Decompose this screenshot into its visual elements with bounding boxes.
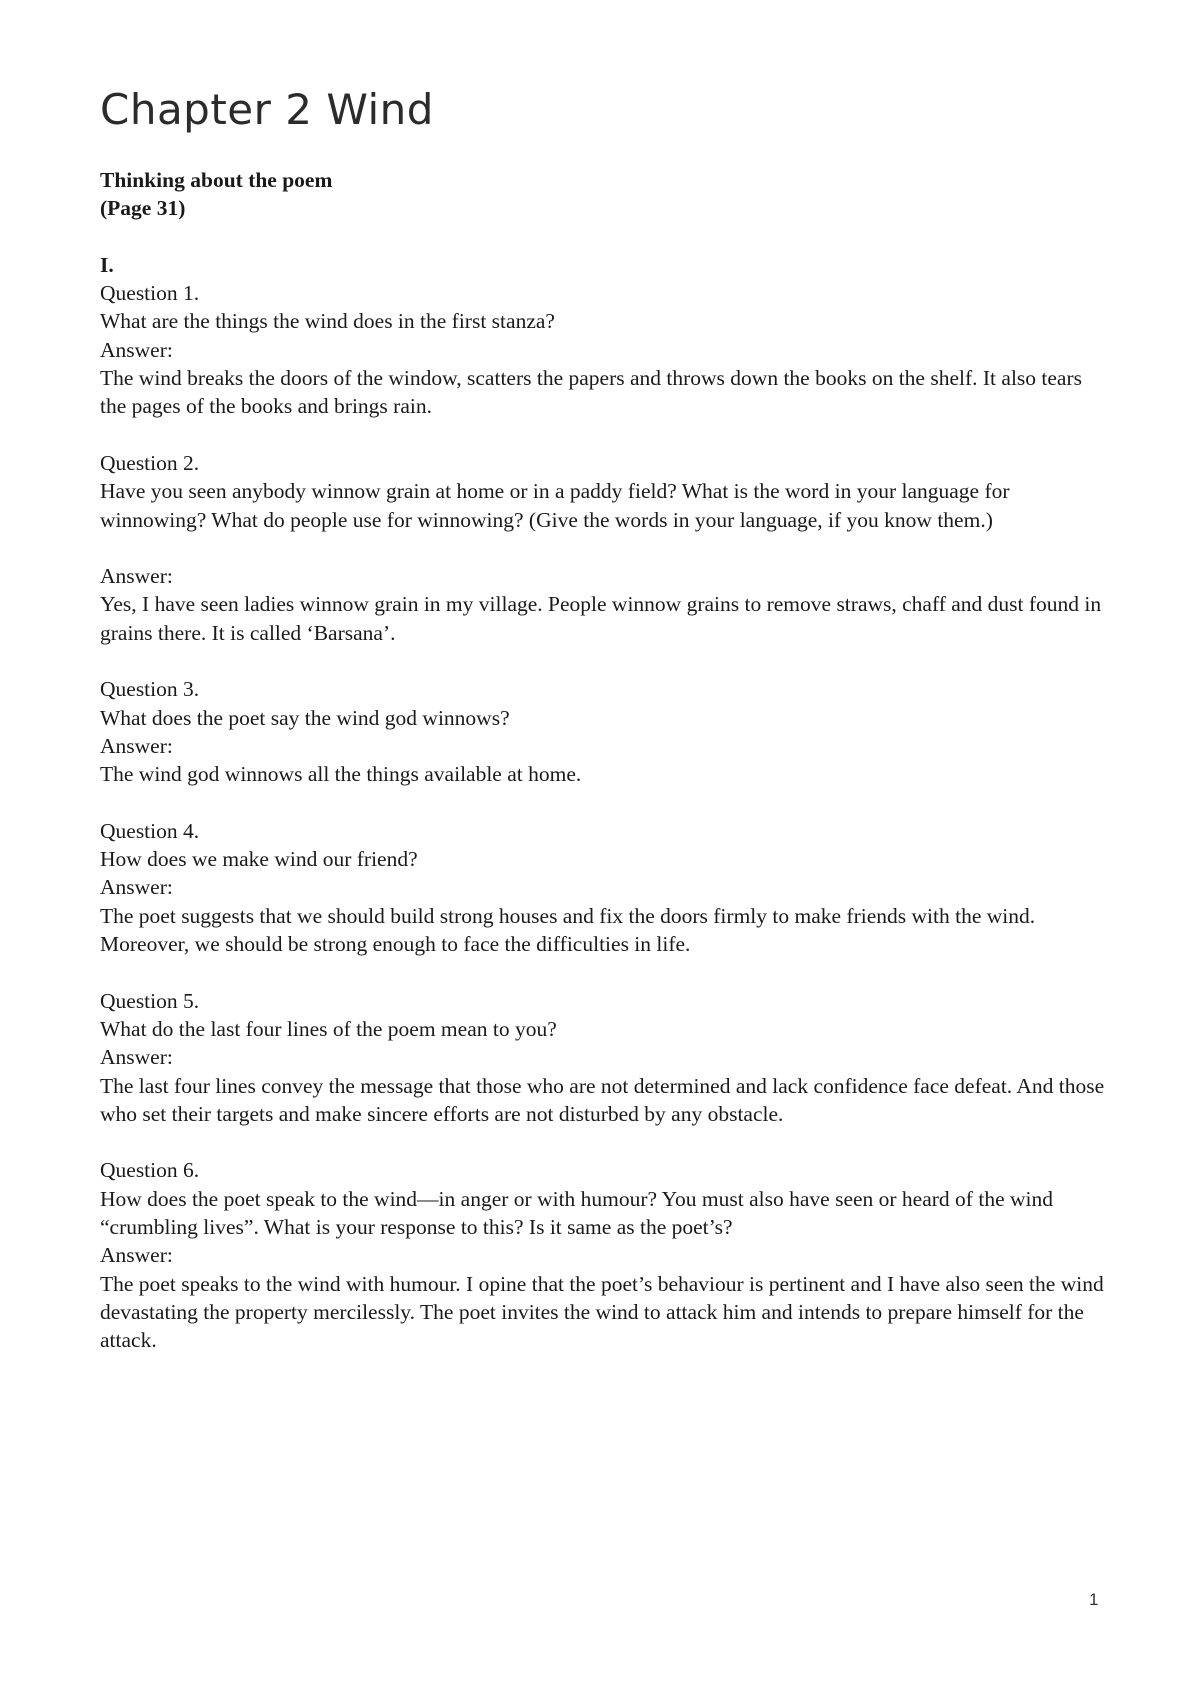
answer-text: The last four lines convey the message that those who are not determined and lack confidence face defeat. And those who set their targets and make sincere efforts are not disturbed by any obstacle. (100, 1073, 1105, 1126)
page-number: 1 (1089, 1590, 1099, 1609)
document-body (100, 166, 1110, 1383)
qa-item (100, 675, 1110, 788)
question-text: How does we make wind our friend? (100, 847, 418, 872)
answer-label: Answer: (100, 564, 173, 589)
answer-label: Answer: (100, 337, 173, 362)
section-heading: Thinking about the poem (100, 168, 333, 192)
question-label: Question 3. (100, 677, 200, 702)
qa-item (100, 279, 1110, 420)
question-text: How does the poet speak to the wind—in anger or with humour? You must also have seen or heard of the wind “crumbling lives”. What is your response to this? Is it same as the poet’s? (100, 1186, 1053, 1239)
question-label: Question 1. (100, 281, 200, 306)
answer-label: Answer: (100, 733, 173, 758)
answer-text: The poet suggests that we should build strong houses and fix the doors firmly to make friends with the wind. Moreover, we should be strong enough to face the difficulties in life. (100, 903, 1036, 957)
question-label: Question 6. (100, 1158, 200, 1183)
question-text: Have you seen anybody winnow grain at home or in a paddy field? What is the word in your language for winnowing? What do people use for winnowing? (Give the words in your language, if you know them.) (100, 479, 1010, 532)
chapter-title: Chapter 2 Wind (100, 85, 434, 134)
answer-label: Answer: (100, 1045, 173, 1070)
question-text: What are the things the wind does in the first stanza? (100, 309, 555, 334)
qa-item (100, 449, 1110, 647)
answer-label: Answer: (100, 875, 173, 900)
answer-text: Yes, I have seen ladies winnow grain in my village. People winnow grains to remove straws, chaff and dust found in grains there. It is called ‘Barsana’. (100, 592, 1102, 645)
answer-text: The poet speaks to the wind with humour. I opine that the poet’s behaviour is pertinent and I have also seen the wind devastating the property mercilessly. The poet invites the wind to attack him and intends to prepare himself for the attack. (100, 1271, 1104, 1353)
answer-text: The wind god winnows all the things available at home. (100, 762, 582, 787)
qa-item (100, 1156, 1110, 1354)
question-text: What do the last four lines of the poem mean to you? (100, 1016, 557, 1041)
answer-text: The wind breaks the doors of the window, scatters the papers and throws down the books on the shelf. It also tears the pages of the books and brings rain. (100, 366, 1082, 419)
part-label: I. (100, 252, 114, 277)
question-label: Question 4. (100, 818, 200, 843)
qa-item (100, 987, 1110, 1128)
question-label: Question 5. (100, 988, 200, 1013)
question-label: Question 2. (100, 450, 200, 475)
qa-item (100, 817, 1110, 958)
page-reference: (Page 31) (100, 196, 186, 221)
question-text: What does the poet say the wind god winnows? (100, 705, 510, 730)
answer-label: Answer: (100, 1243, 173, 1268)
